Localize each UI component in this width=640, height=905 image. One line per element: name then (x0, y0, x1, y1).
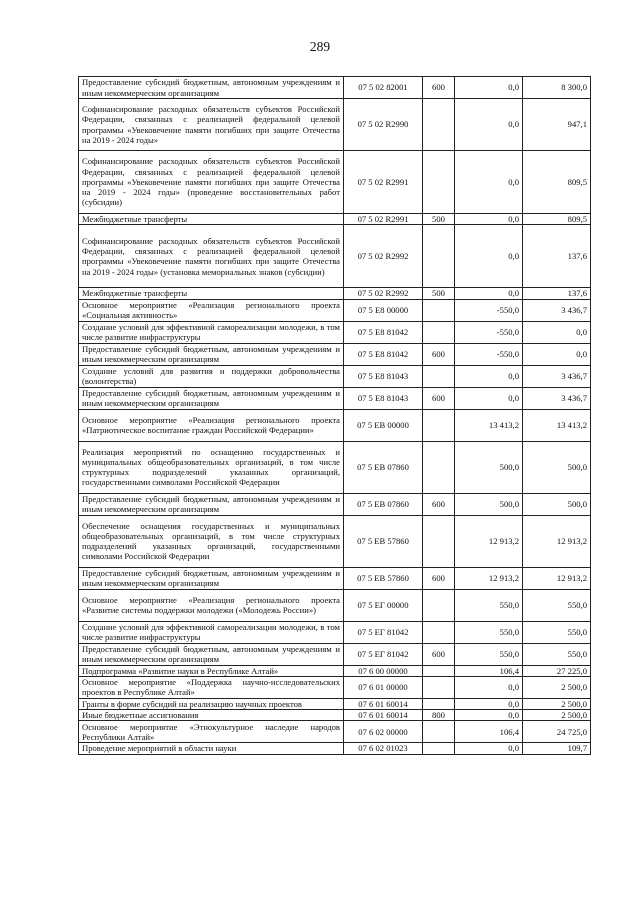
row-expense-type-cell: 500 (423, 288, 455, 299)
row-change-amount-cell: 0,0 (455, 151, 523, 214)
row-name-cell: Основное мероприятие «Реализация регионального проекта «Развитие системы поддержки молодежи («Молодежь России») (79, 589, 344, 621)
row-expense-type-cell: 500 (423, 214, 455, 225)
row-code-cell: 07 5 02 R2991 (344, 151, 423, 214)
row-name-cell: Предоставление субсидий бюджетным, автономным учреждениям и иным некоммерческим организациям (79, 643, 344, 665)
row-expense-type-cell (423, 299, 455, 321)
row-expense-type-cell (423, 589, 455, 621)
row-code-cell: 07 5 Е8 81043 (344, 387, 423, 409)
row-code-cell: 07 5 02 R2992 (344, 225, 423, 288)
row-name-cell: Межбюджетные трансферты (79, 288, 344, 299)
row-total-amount-cell: 137,6 (523, 225, 591, 288)
row-total-amount-cell: 12 913,2 (523, 515, 591, 567)
row-expense-type-cell (423, 321, 455, 343)
table-row (79, 665, 591, 676)
table-row (79, 676, 591, 698)
row-expense-type-cell (423, 515, 455, 567)
row-expense-type-cell: 600 (423, 493, 455, 515)
table-row (79, 365, 591, 387)
row-change-amount-cell: 0,0 (455, 214, 523, 225)
table-row (79, 214, 591, 225)
row-name-cell: Обеспечение оснащения государственных и муниципальных общеобразовательных организаций, в том числе структурных подразделений указанных организаций, государственными символами Российской Федерации (79, 515, 344, 567)
row-name-cell: Предоставление субсидий бюджетным, автономным учреждениям и иным некоммерческим организациям (79, 343, 344, 365)
row-code-cell: 07 6 02 00000 (344, 721, 423, 743)
row-name-cell: Предоставление субсидий бюджетным, автономным учреждениям и иным некоммерческим организациям (79, 493, 344, 515)
row-code-cell: 07 6 02 01023 (344, 743, 423, 754)
row-name-cell: Основное мероприятие «Реализация регионального проекта «Социальная активность» (79, 299, 344, 321)
table-row (79, 589, 591, 621)
row-code-cell: 07 5 02 R2990 (344, 99, 423, 151)
table-row (79, 567, 591, 589)
table-row (79, 515, 591, 567)
row-total-amount-cell: 24 725,0 (523, 721, 591, 743)
row-expense-type-cell: 800 (423, 710, 455, 721)
row-code-cell: 07 6 00 00000 (344, 665, 423, 676)
table-row (79, 288, 591, 299)
row-expense-type-cell (423, 721, 455, 743)
row-expense-type-cell (423, 621, 455, 643)
row-total-amount-cell: 2 500,0 (523, 676, 591, 698)
row-code-cell: 07 5 Е8 81042 (344, 343, 423, 365)
row-expense-type-cell (423, 665, 455, 676)
row-code-cell: 07 5 ЕВ 07860 (344, 493, 423, 515)
row-name-cell: Проведение мероприятий в области науки (79, 743, 344, 754)
row-expense-type-cell (423, 99, 455, 151)
row-name-cell: Софинансирование расходных обязательств субъектов Российской Федерации, связанных с реализацией федеральной целевой программы «Увековечение памяти погибших при защите Отечества на 2019 - 2024 годы» (проведение восстановительных работ (субсидии) (79, 151, 344, 214)
row-total-amount-cell: 27 225,0 (523, 665, 591, 676)
row-total-amount-cell: 500,0 (523, 441, 591, 493)
budget-table (78, 76, 591, 755)
row-change-amount-cell: 0,0 (455, 77, 523, 99)
row-change-amount-cell: 550,0 (455, 589, 523, 621)
row-name-cell: Подпрограмма «Развитие науки в Республике Алтай» (79, 665, 344, 676)
row-total-amount-cell: 550,0 (523, 621, 591, 643)
page-number: 289 (309, 39, 331, 54)
row-expense-type-cell (423, 409, 455, 441)
row-code-cell: 07 5 ЕВ 00000 (344, 409, 423, 441)
row-change-amount-cell: 0,0 (455, 288, 523, 299)
row-change-amount-cell: 106,4 (455, 721, 523, 743)
row-total-amount-cell: 500,0 (523, 493, 591, 515)
row-change-amount-cell: 500,0 (455, 441, 523, 493)
row-name-cell: Реализация мероприятий по оснащению государственных и муниципальных общеобразовательных организаций, в том числе структурных подразделений указанных организаций, государственными символами Российской Федерации (79, 441, 344, 493)
row-name-cell: Иные бюджетные ассигнования (79, 710, 344, 721)
table-row (79, 151, 591, 214)
row-change-amount-cell: 13 413,2 (455, 409, 523, 441)
table-row (79, 441, 591, 493)
row-change-amount-cell: 0,0 (455, 387, 523, 409)
row-expense-type-cell (423, 676, 455, 698)
row-change-amount-cell: 0,0 (455, 365, 523, 387)
row-total-amount-cell: 809,5 (523, 214, 591, 225)
row-change-amount-cell: 550,0 (455, 643, 523, 665)
row-total-amount-cell: 8 300,0 (523, 77, 591, 99)
row-name-cell: Создание условий для эффективной самореализации молодежи, в том числе развитие инфраструктуры (79, 621, 344, 643)
row-name-cell: Основное мероприятие «Этнокультурное наследие народов Республики Алтай» (79, 721, 344, 743)
table-row (79, 721, 591, 743)
row-expense-type-cell (423, 698, 455, 709)
row-total-amount-cell: 109,7 (523, 743, 591, 754)
row-code-cell: 07 5 02 R2991 (344, 214, 423, 225)
row-total-amount-cell: 3 436,7 (523, 365, 591, 387)
row-change-amount-cell: -550,0 (455, 321, 523, 343)
row-expense-type-cell: 600 (423, 343, 455, 365)
row-code-cell: 07 5 ЕВ 07860 (344, 441, 423, 493)
row-code-cell: 07 5 ЕГ 81042 (344, 643, 423, 665)
row-name-cell: Гранты в форме субсидий на реализацию научных проектов (79, 698, 344, 709)
row-code-cell: 07 5 Е8 81043 (344, 365, 423, 387)
table-row (79, 321, 591, 343)
row-name-cell: Межбюджетные трансферты (79, 214, 344, 225)
row-expense-type-cell: 600 (423, 567, 455, 589)
row-code-cell: 07 6 01 60014 (344, 698, 423, 709)
row-change-amount-cell: 0,0 (455, 99, 523, 151)
row-change-amount-cell: 0,0 (455, 676, 523, 698)
row-name-cell: Основное мероприятие «Поддержка научно-исследовательских проектов в Республике Алтай» (79, 676, 344, 698)
row-code-cell: 07 5 02 82001 (344, 77, 423, 99)
table-row (79, 643, 591, 665)
row-total-amount-cell: 2 500,0 (523, 698, 591, 709)
row-total-amount-cell: 550,0 (523, 589, 591, 621)
table-row (79, 77, 591, 99)
row-change-amount-cell: 0,0 (455, 710, 523, 721)
row-expense-type-cell: 600 (423, 643, 455, 665)
table-row (79, 299, 591, 321)
table-row (79, 343, 591, 365)
row-total-amount-cell: 13 413,2 (523, 409, 591, 441)
row-change-amount-cell: 550,0 (455, 621, 523, 643)
table-row (79, 225, 591, 288)
row-code-cell: 07 5 ЕВ 57860 (344, 515, 423, 567)
row-total-amount-cell: 809,5 (523, 151, 591, 214)
row-change-amount-cell: 0,0 (455, 225, 523, 288)
table-row (79, 621, 591, 643)
row-change-amount-cell: 12 913,2 (455, 567, 523, 589)
row-name-cell: Софинансирование расходных обязательств субъектов Российской Федерации, связанных с реализацией федеральной целевой программы «Увековечение памяти погибших при защите Отечества на 2019 - 2024 годы» (79, 99, 344, 151)
row-code-cell: 07 5 ЕГ 00000 (344, 589, 423, 621)
row-code-cell: 07 5 ЕВ 57860 (344, 567, 423, 589)
row-name-cell: Предоставление субсидий бюджетным, автономным учреждениям и иным некоммерческим организациям (79, 567, 344, 589)
row-change-amount-cell: -550,0 (455, 299, 523, 321)
table-row (79, 387, 591, 409)
row-code-cell: 07 5 Е8 00000 (344, 299, 423, 321)
row-total-amount-cell: 3 436,7 (523, 299, 591, 321)
row-code-cell: 07 5 ЕГ 81042 (344, 621, 423, 643)
row-expense-type-cell (423, 225, 455, 288)
row-total-amount-cell: 12 913,2 (523, 567, 591, 589)
row-change-amount-cell: 12 913,2 (455, 515, 523, 567)
row-total-amount-cell: 137,6 (523, 288, 591, 299)
row-name-cell: Основное мероприятие «Реализация регионального проекта «Патриотическое воспитание граждан Российской Федерации» (79, 409, 344, 441)
row-expense-type-cell: 600 (423, 387, 455, 409)
table-row (79, 99, 591, 151)
table-row (79, 493, 591, 515)
row-total-amount-cell: 2 500,0 (523, 710, 591, 721)
row-change-amount-cell: 106,4 (455, 665, 523, 676)
row-change-amount-cell: 0,0 (455, 743, 523, 754)
row-expense-type-cell (423, 151, 455, 214)
row-total-amount-cell: 550,0 (523, 643, 591, 665)
row-total-amount-cell: 947,1 (523, 99, 591, 151)
row-name-cell: Создание условий для развития и поддержки добровольчества (волонтерства) (79, 365, 344, 387)
row-name-cell: Софинансирование расходных обязательств субъектов Российской Федерации, связанных с реализацией федеральной целевой программы «Увековечение памяти погибших при защите Отечества на 2019 - 2024 годы» (установка мемориальных знаков (субсидии) (79, 225, 344, 288)
table-row (79, 698, 591, 709)
row-change-amount-cell: 0,0 (455, 698, 523, 709)
row-total-amount-cell: 3 436,7 (523, 387, 591, 409)
row-expense-type-cell (423, 441, 455, 493)
row-name-cell: Создание условий для эффективной самореализации молодежи, в том числе развитие инфраструктуры (79, 321, 344, 343)
row-expense-type-cell: 600 (423, 77, 455, 99)
table-row (79, 409, 591, 441)
row-change-amount-cell: -550,0 (455, 343, 523, 365)
table-row (79, 743, 591, 754)
row-code-cell: 07 5 Е8 81042 (344, 321, 423, 343)
row-code-cell: 07 6 01 00000 (344, 676, 423, 698)
row-code-cell: 07 5 02 R2992 (344, 288, 423, 299)
table-row (79, 710, 591, 721)
row-expense-type-cell (423, 743, 455, 754)
table-body (79, 77, 591, 755)
row-total-amount-cell: 0,0 (523, 321, 591, 343)
row-change-amount-cell: 500,0 (455, 493, 523, 515)
row-expense-type-cell (423, 365, 455, 387)
row-code-cell: 07 6 01 60014 (344, 710, 423, 721)
row-name-cell: Предоставление субсидий бюджетным, автономным учреждениям и иным некоммерческим организациям (79, 387, 344, 409)
row-total-amount-cell: 0,0 (523, 343, 591, 365)
row-name-cell: Предоставление субсидий бюджетным, автономным учреждениям и иным некоммерческим организациям (79, 77, 344, 99)
